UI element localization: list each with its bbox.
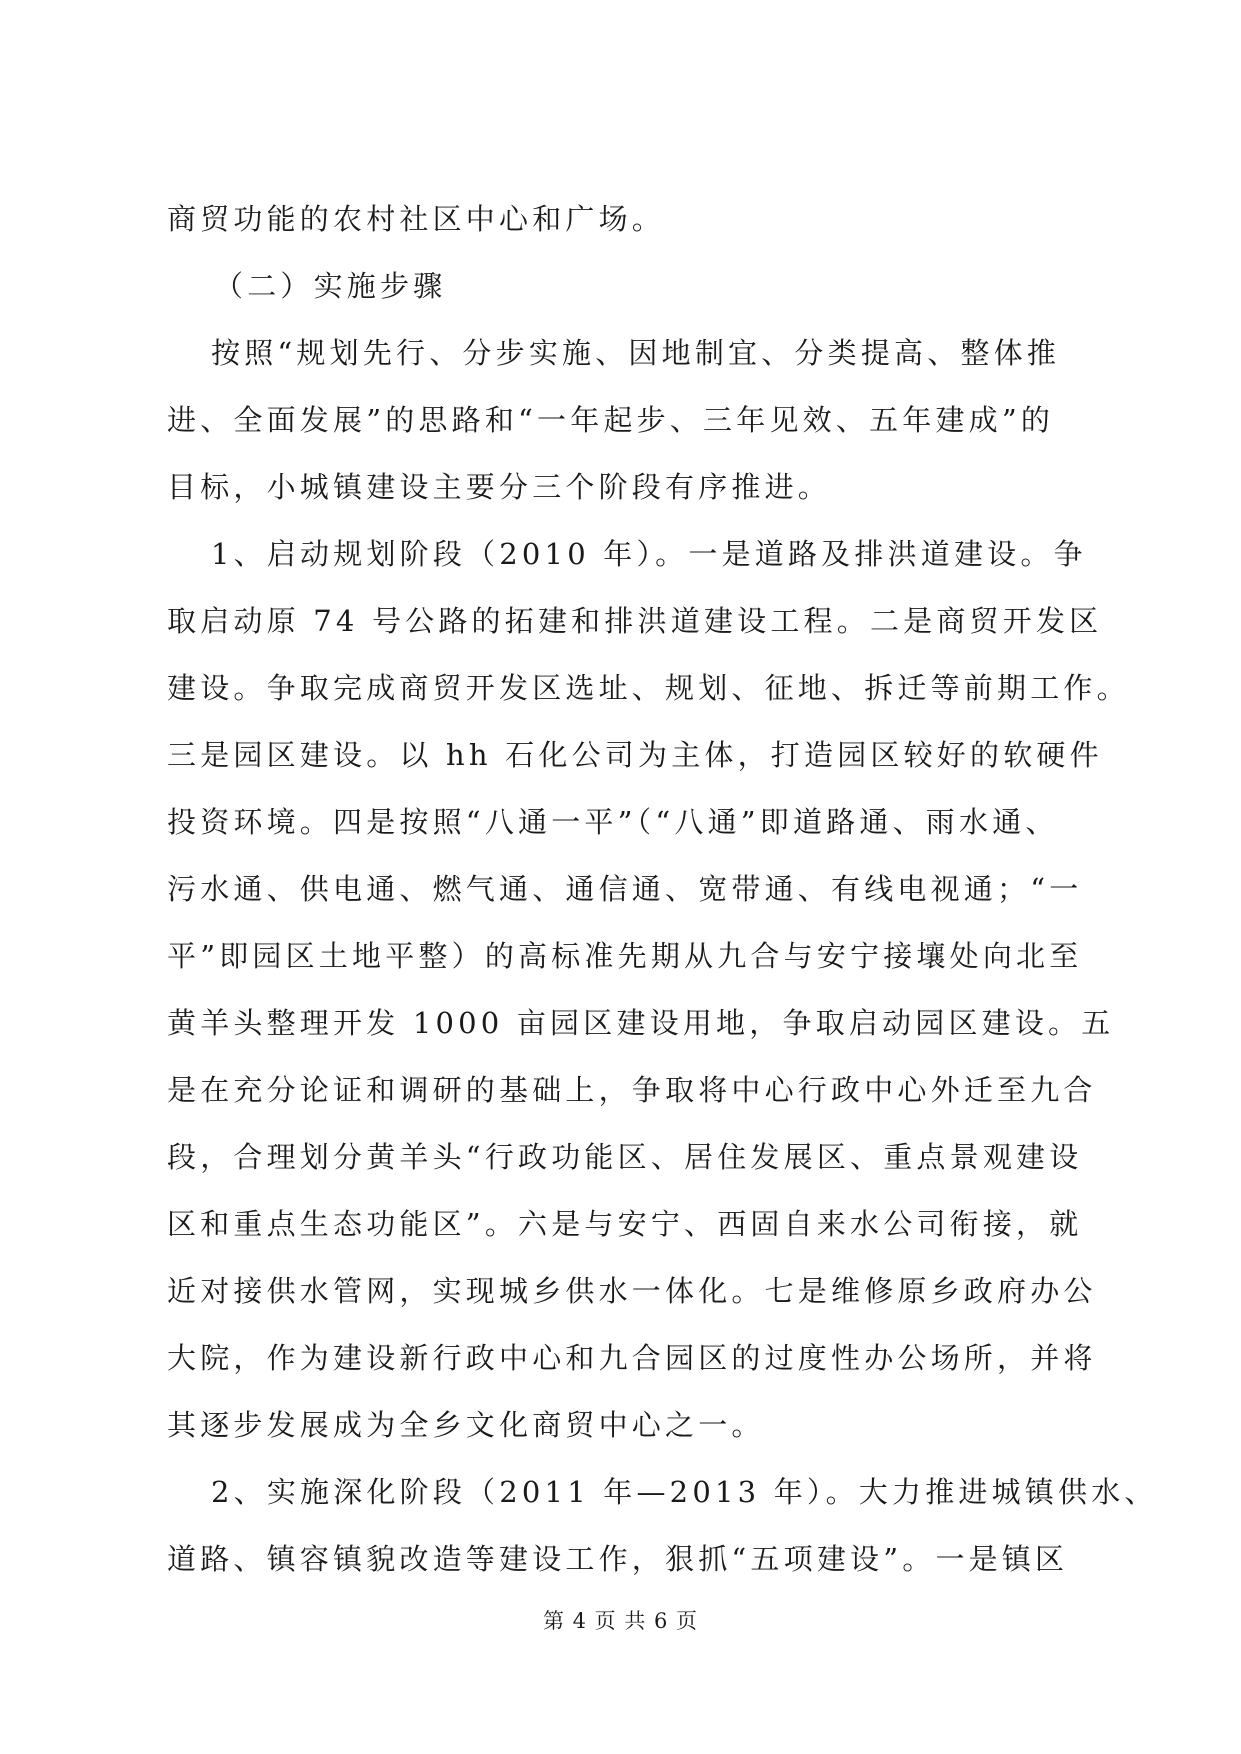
text-line: 段，合理划分黄羊头“行政功能区、居住发展区、重点景观建设: [167, 1140, 1083, 1174]
text-line: 区和重点生态功能区”。六是与安宁、西固自来水公司衔接，就: [167, 1207, 1083, 1241]
text-line: 目标，小城镇建设主要分三个阶段有序推进。: [167, 470, 832, 504]
text-line: 投资环境。四是按照“八通一平”（“八通”即道路通、雨水通、: [167, 805, 1059, 839]
text-line: 商贸功能的农村社区中心和广场。: [167, 202, 666, 236]
text-line: 污水通、供电通、燃气通、通信通、宽带通、有线电视通；“一: [167, 872, 1083, 906]
text-line: 其逐步发展成为全乡文化商贸中心之一。: [167, 1408, 765, 1442]
text-line: 进、全面发展”的思路和“一年起步、三年见效、五年建成”的: [167, 403, 1055, 437]
text-line: 2、实施深化阶段（2011 年—2013 年）。大力推进城镇供水、: [211, 1475, 1158, 1509]
text-line: 平”即园区土地平整）的高标准先期从九合与安宁接壤处向北至: [167, 939, 1083, 973]
text-line: 按照“规划先行、分步实施、因地制宜、分类提高、整体推: [211, 336, 1061, 370]
text-line: 大院，作为建设新行政中心和九合园区的过度性办公场所，并将: [167, 1341, 1097, 1375]
section-heading: （二）实施步骤: [214, 269, 447, 303]
text-line: 1、启动规划阶段（2010 年）。一是道路及排洪道建设。争: [211, 537, 1087, 571]
text-line: 建设。争取完成商贸开发区选址、规划、征地、拆迁等前期工作。: [167, 671, 1130, 705]
text-line: 黄羊头整理开发 1000 亩园区建设用地，争取启动园区建设。五: [167, 1006, 1115, 1040]
text-line: 道路、镇容镇貌改造等建设工作，狠抓“五项建设”。一是镇区: [167, 1542, 1069, 1576]
text-line: 是在充分论证和调研的基础上，争取将中心行政中心外迁至九合: [167, 1073, 1097, 1107]
text-line: 取启动原 74 号公路的拓建和排洪道建设工程。二是商贸开发区: [167, 604, 1103, 638]
page-number-footer: 第 4 页 共 6 页: [542, 1609, 699, 1633]
text-line: 近对接供水管网，实现城乡供水一体化。七是维修原乡政府办公: [167, 1274, 1097, 1308]
text-line: 三是园区建设。以 hh 石化公司为主体，打造园区较好的软硬件: [167, 738, 1103, 772]
